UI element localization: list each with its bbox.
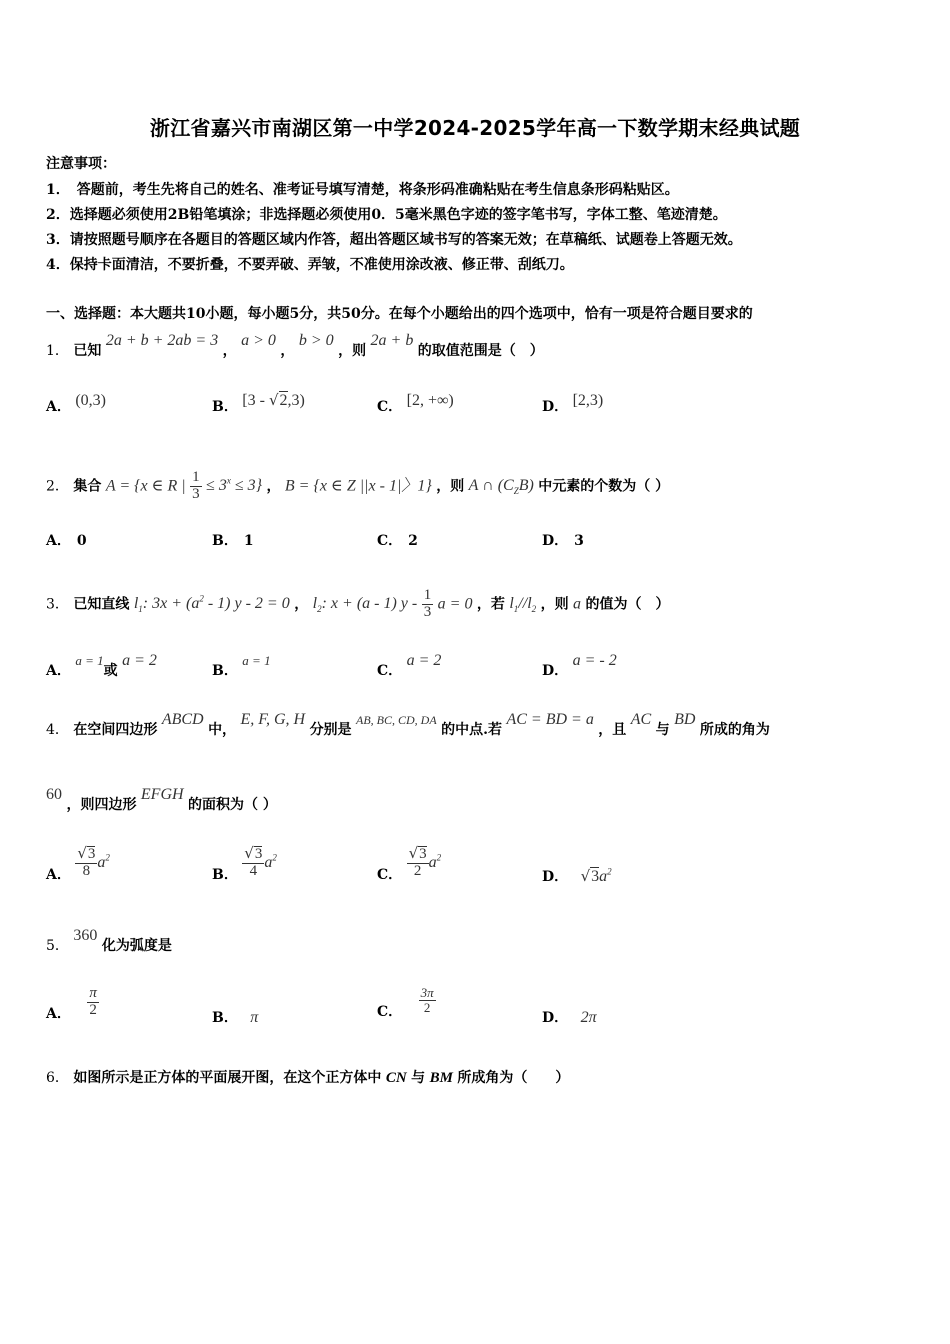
sqrt-icon: √	[580, 867, 591, 885]
option-math: π	[250, 1009, 259, 1026]
option-math	[242, 393, 305, 409]
math-part: //l	[518, 595, 532, 613]
question-4	[46, 711, 770, 739]
variable: a	[97, 853, 106, 871]
option-b[interactable]	[212, 391, 305, 416]
math-expression: 360	[73, 927, 98, 944]
question-text: ，则	[338, 343, 367, 359]
question-text: 中，	[208, 722, 237, 738]
question-text: 的值为（ ）	[585, 596, 670, 613]
option-value: 1	[243, 533, 254, 549]
math-expression: 2a + b + 2ab = 3	[105, 332, 219, 349]
math-expression	[429, 854, 442, 871]
variable: a	[599, 868, 608, 885]
math-expression: b > 0	[298, 332, 334, 349]
question-4-line-2	[46, 786, 277, 814]
option-math: (0,3)	[75, 392, 106, 409]
option-a[interactable]	[46, 652, 157, 680]
option-c[interactable]	[377, 530, 418, 550]
subscript: 1	[138, 604, 143, 615]
math-expression	[206, 477, 262, 494]
option-label: C．	[377, 866, 403, 883]
option-b[interactable]	[212, 1007, 258, 1027]
math-part: 2	[279, 392, 288, 409]
sqrt-value: 3	[87, 846, 96, 862]
math-expression: AC	[630, 711, 652, 728]
math-part: ≤ 3}	[234, 477, 262, 495]
option-a[interactable]	[46, 392, 106, 416]
math-expression: BM	[429, 1070, 453, 1086]
numerator	[75, 846, 97, 864]
option-a[interactable]	[46, 985, 99, 1023]
math-expression: CN	[385, 1070, 407, 1086]
option-label: D．	[542, 663, 569, 679]
denominator: 2	[89, 1001, 97, 1018]
math-expression: a > 0	[241, 332, 276, 349]
question-number: 5．	[46, 938, 69, 954]
section-heading: 一、选择题：本大题共10小题，每小题5分，共50分。在每个小题给出的四个选项中，恰有一项是符合题目要求的	[46, 306, 753, 322]
math-expression: AC = BD = a	[506, 711, 594, 728]
option-math: a = 2	[406, 652, 442, 669]
option-math: a = 1	[242, 653, 271, 668]
question-text: 的取值范围是（ ）	[417, 343, 544, 359]
math-part: l	[509, 595, 514, 613]
sqrt-value: 3	[254, 846, 263, 862]
fraction	[87, 986, 99, 1019]
denominator: 2	[413, 862, 422, 879]
option-d[interactable]	[542, 392, 604, 416]
question-text: ，则四边形	[66, 797, 137, 813]
math-expression	[264, 854, 277, 871]
math-expression: EFGH	[140, 786, 184, 803]
question-text: ，	[280, 343, 295, 359]
question-text: ，且	[598, 722, 627, 738]
superscript: 2	[199, 593, 204, 604]
option-a[interactable]	[46, 844, 110, 883]
option-d[interactable]	[542, 652, 617, 680]
question-text: 在空间四边形	[73, 722, 158, 738]
numerator	[242, 846, 264, 864]
question-3	[46, 588, 670, 621]
question-text: 分别是	[309, 722, 352, 738]
numerator	[407, 846, 429, 864]
numerator: 1	[192, 469, 200, 485]
question-6	[46, 1067, 569, 1087]
option-label: C．	[377, 399, 403, 415]
math-expression	[97, 854, 110, 871]
numerator: 1	[423, 587, 432, 603]
superscript: 2	[105, 852, 110, 863]
option-math: a = 1	[75, 653, 104, 668]
question-text: 中元素的个数为（ ）	[538, 478, 670, 495]
option-value: 0	[76, 533, 87, 549]
option-math: a = 2	[122, 652, 157, 669]
math-part: ,3)	[287, 392, 305, 409]
question-text: 集合	[73, 478, 102, 495]
option-label: A．	[46, 663, 71, 679]
option-text: 或	[103, 663, 118, 679]
option-a[interactable]	[46, 530, 87, 550]
math-expression: 2a + b	[370, 332, 414, 349]
superscript: 2	[436, 852, 442, 863]
sqrt-icon: √	[244, 844, 254, 862]
superscript: x	[226, 475, 231, 486]
option-label: D．	[542, 1010, 569, 1026]
math-expression: B = {x ∈ Z ||x - 1|〉1}	[284, 477, 432, 495]
variable: a	[264, 853, 273, 871]
math-part: : 3x + (a	[142, 595, 200, 613]
denominator: 2	[423, 999, 431, 1015]
math-part: - 1) y - 2 = 0	[203, 595, 290, 613]
question-text: 已知	[73, 343, 102, 359]
fraction	[419, 986, 436, 1014]
option-label: A．	[46, 1006, 71, 1023]
denominator: 3	[423, 603, 432, 620]
subscript: 2	[317, 604, 322, 615]
question-text: 与	[655, 722, 670, 738]
math-expression	[509, 595, 537, 615]
fraction	[75, 846, 97, 880]
option-b[interactable]	[212, 530, 254, 550]
question-text: 已知直线	[73, 596, 130, 613]
option-math: [2, +∞)	[406, 392, 454, 409]
numerator: 3π	[420, 985, 434, 1000]
math-part: [3 -	[242, 392, 269, 409]
math-part: l	[312, 595, 318, 613]
option-label: A．	[46, 533, 71, 549]
notice-item-3: 3．请按照题号顺序在各题目的答题区域内作答，超出答题区域书写的答案无效；在草稿纸、试题卷上答题无效。	[46, 232, 742, 248]
math-part: ≤ 3	[206, 477, 227, 495]
option-d[interactable]	[542, 530, 584, 550]
question-2	[46, 470, 669, 503]
question-text: 的面积为（ ）	[188, 797, 277, 813]
option-d[interactable]	[542, 866, 612, 886]
option-d[interactable]	[542, 1007, 597, 1027]
option-label: D．	[542, 869, 569, 885]
subscript: Z	[513, 486, 519, 497]
question-text: 所成角为（ ）	[457, 1070, 570, 1086]
question-text: ，若	[476, 596, 505, 613]
math-part: B)	[518, 477, 534, 495]
math-expression: ABCD	[161, 711, 204, 728]
math-part: : x + (a - 1) y -	[321, 595, 418, 613]
math-expression: A = {x ∈ R |	[105, 477, 186, 495]
fraction	[242, 846, 264, 880]
math-expression: AB, BC, CD, DA	[356, 713, 437, 727]
page-title: 浙江省嘉兴市南湖区第一中学2024-2025学年高一下数学期末经典试题	[149, 116, 801, 140]
question-number: 1．	[46, 343, 69, 359]
math-expression: BD	[674, 711, 696, 728]
option-b[interactable]	[212, 653, 271, 680]
superscript: 2	[272, 852, 277, 863]
question-text: 与	[411, 1070, 426, 1086]
denominator: 8	[82, 862, 91, 879]
subscript: 1	[513, 604, 519, 615]
option-label: C．	[377, 663, 403, 679]
option-c[interactable]	[377, 652, 442, 680]
question-text: ，	[222, 343, 237, 359]
math-expression: a	[573, 595, 582, 613]
question-5	[46, 927, 172, 955]
notice-item-2: 2．选择题必须使用2B铅笔填涂；非选择题必须使用0．5毫米黑色字迹的签字笔书写，字体工整、笔迹清楚。	[46, 207, 727, 223]
question-text: 如图所示是正方体的平面展开图，在这个正方体中	[73, 1070, 382, 1086]
option-value: 2	[408, 533, 418, 549]
question-text: ，则	[540, 596, 569, 613]
math-expression	[312, 595, 418, 615]
question-text: 的中点.若	[441, 722, 503, 738]
notice-heading: 注意事项：	[46, 156, 116, 172]
math-expression: a = 0	[437, 595, 473, 613]
math-expression	[133, 593, 290, 615]
subscript: 2	[531, 604, 537, 615]
option-c[interactable]	[377, 392, 454, 416]
denominator: 4	[249, 862, 258, 879]
option-label: B．	[212, 866, 238, 883]
variable: a	[428, 853, 437, 871]
question-number: 4．	[46, 722, 69, 738]
question-text: ，则	[436, 478, 465, 495]
question-text: ，	[294, 596, 309, 613]
question-text: 所成的角为	[699, 722, 770, 738]
option-math: [2,3)	[572, 392, 604, 409]
sqrt-icon: √	[77, 844, 87, 862]
sqrt-value: 3	[591, 868, 600, 885]
question-number: 2．	[46, 478, 69, 495]
option-label: B．	[212, 1010, 238, 1026]
option-label: C．	[377, 533, 403, 549]
math-expression	[468, 477, 534, 497]
math-expression: E, F, G, H	[240, 711, 306, 728]
fraction	[422, 588, 434, 621]
question-1	[46, 332, 544, 360]
option-label: A．	[46, 866, 71, 883]
math-expression: 60	[46, 786, 62, 803]
question-number: 6．	[46, 1070, 69, 1086]
notice-item-1: 1． 答题前，考生先将自己的姓名、准考证号填写清楚，将条形码准确粘贴在考生信息条形码粘贴区。	[46, 182, 679, 198]
superscript: 2	[607, 866, 612, 877]
question-text: ，	[266, 478, 281, 495]
option-math: a = - 2	[572, 652, 617, 669]
denominator: 3	[192, 485, 200, 502]
numerator: π	[89, 985, 97, 1001]
sqrt-icon: √	[268, 391, 279, 409]
question-text: 化为弧度是	[101, 938, 172, 954]
option-math	[581, 868, 612, 885]
option-label: B．	[212, 663, 238, 679]
option-math: 2π	[580, 1009, 597, 1026]
option-c[interactable]	[377, 844, 442, 883]
option-label: B．	[212, 533, 238, 549]
sqrt-icon: √	[408, 844, 419, 862]
math-part: l	[133, 595, 139, 613]
question-number: 3．	[46, 596, 69, 613]
option-label: B．	[212, 399, 238, 415]
option-value: 3	[574, 533, 584, 549]
fraction	[190, 470, 202, 503]
option-label: C．	[377, 1004, 403, 1021]
option-b[interactable]	[212, 844, 277, 883]
option-c[interactable]	[377, 985, 436, 1021]
notice-item-4: 4．保持卡面清洁，不要折叠，不要弄破、弄皱，不准使用涂改液、修正带、刮纸刀。	[46, 257, 574, 273]
option-label: D．	[542, 399, 569, 415]
option-label: D．	[542, 533, 569, 549]
math-part: A ∩ (C	[468, 477, 514, 495]
option-label: A．	[46, 399, 71, 415]
sqrt-value: 3	[419, 846, 427, 862]
fraction	[407, 846, 429, 880]
